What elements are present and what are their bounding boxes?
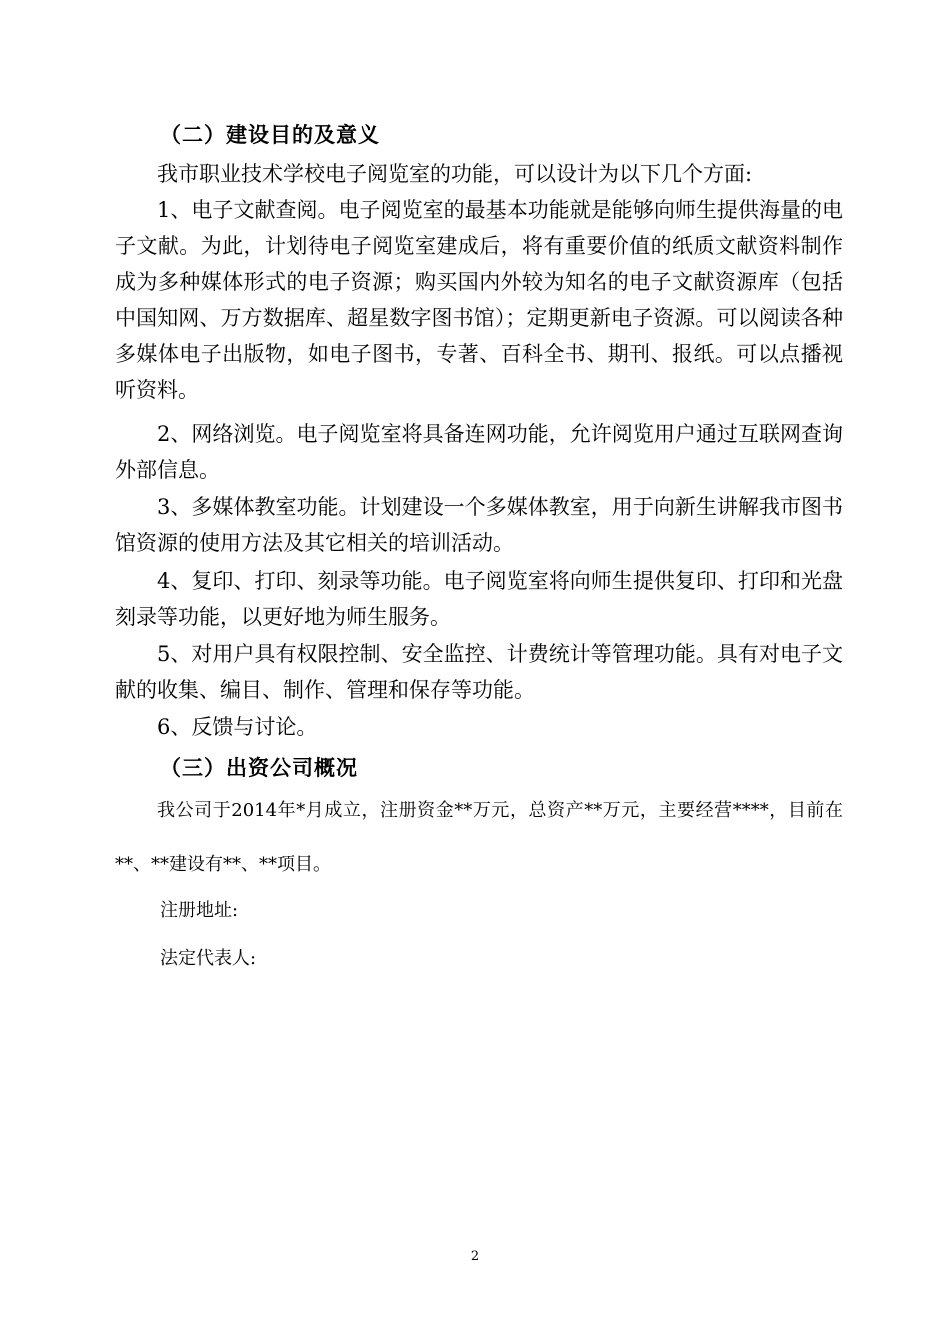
section-heading-company-overview: （三）出资公司概况 <box>160 755 358 780</box>
paragraph-item-6: 6、反馈与讨论。 <box>157 715 318 739</box>
paragraph-company-overview: 我公司于2014年*月成立，注册资金**万元，总资产**万元，主要经营****，目前在**、**建设有**、**项目。 <box>115 800 843 875</box>
paragraph-intro: 我市职业技术学校电子阅览室的功能，可以设计为以下几个方面: <box>157 162 753 186</box>
legal-representative-label: 法定代表人: <box>160 948 257 969</box>
paragraph-item-5: 5、对用户具有权限控制、安全监控、计费统计等管理功能。具有对电子文献的收集、编目、制作、管理和保存等功能。 <box>115 642 843 702</box>
paragraph-item-2: 2、网络浏览。电子阅览室将具备连网功能，允许阅览用户通过互联网查询外部信息。 <box>115 422 843 482</box>
page-number: 2 <box>470 1249 480 1264</box>
paragraph-item-3: 3、多媒体教室功能。计划建设一个多媒体教室，用于向新生讲解我市图书馆资源的使用方法及其它相关的培训活动。 <box>115 495 843 555</box>
section-heading-construction-purpose: （二）建设目的及意义 <box>160 122 380 147</box>
paragraph-item-1: 1、电子文献查阅。电子阅览室的最基本功能就是能够向师生提供海量的电子文献。为此，计划待电子阅览室建成后，将有重要价值的纸质文献资料制作成为多种媒体形式的电子资源；购买国内外较为知名的电子文献资源库（包括中国知网、万方数据库、超星数字图书馆）；定期更新电子资源。可以阅读各种多媒体电子出版物，如电子图书，专著、百科全书、期刊、报纸。可以点播视听资料。 <box>115 198 843 402</box>
registered-address-label: 注册地址: <box>160 900 239 921</box>
paragraph-item-4: 4、复印、打印、刻录等功能。电子阅览室将向师生提供复印、打印和光盘刻录等功能，以更好地为师生服务。 <box>115 569 843 629</box>
